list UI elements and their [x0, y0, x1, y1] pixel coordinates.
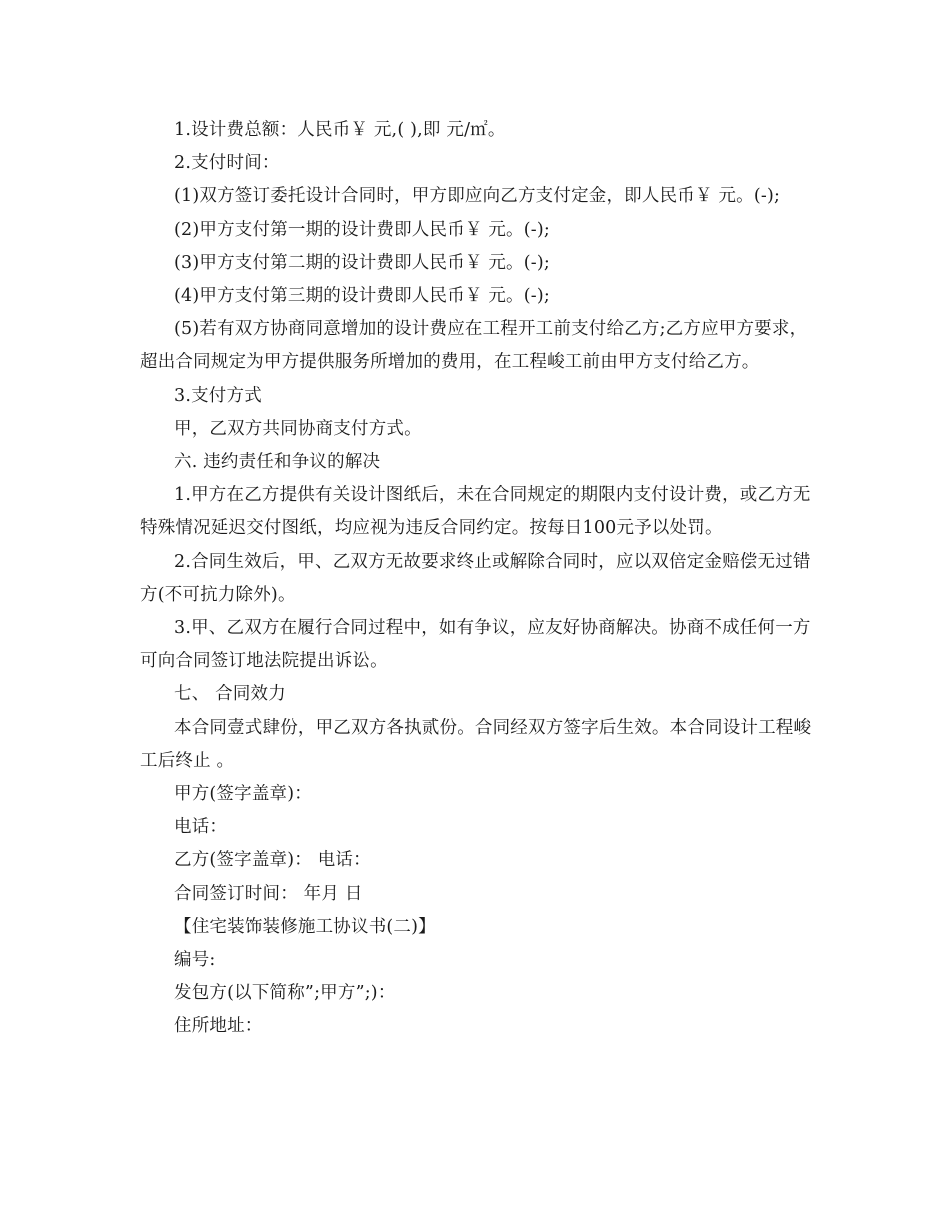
signature-party-a: 甲方(签字盖章)： — [174, 784, 312, 805]
address-field: 住所地址： — [174, 1016, 263, 1037]
paragraph-design-fee-total: 1.设计费总额：人民币￥ 元,( ),即 元/㎡。 — [174, 120, 506, 140]
document-body — [140, 114, 815, 1044]
contractor-party: 发包方(以下简称”;甲方”;)： — [174, 983, 396, 1004]
paragraph-payment-phase-1: (2)甲方支付第一期的设计费即人民币￥ 元。(-); — [174, 219, 551, 240]
paragraph-payment-time: 2.支付时间： — [174, 153, 280, 174]
paragraph-payment-phase-2: (3)甲方支付第二期的设计费即人民币￥ 元。(-); — [174, 252, 551, 273]
paragraph-validity: 本合同壹式肆份，甲乙双方各执贰份。合同经双方签字后生效。本合同设计工程峻工后终止 。 — [140, 717, 812, 771]
section-heading-breach: 六. 违约责任和争议的解决 — [174, 452, 381, 473]
paragraph-breach-2: 2.合同生效后，甲、乙双方无故要求终止或解除合同时，应以双倍定金赔偿无过错方(不可抗力除外)。 — [140, 551, 811, 605]
paragraph-breach-1: 1.甲方在乙方提供有关设计图纸后，未在合同规定的期限内支付设计费，或乙方无特殊情况延迟交付图纸，均应视为违反合同约定。按每日100元予以处罚。 — [140, 485, 811, 539]
signing-date: 合同签订时间： 年月 日 — [174, 883, 363, 904]
paragraph-additional-fee: (5)若有双方协商同意增加的设计费应在工程开工前支付给乙方;乙方应甲方要求，超出合同规定为甲方提供服务所增加的费用，在工程峻工前由甲方支付给乙方。 — [140, 319, 808, 373]
phone-party-a: 电话： — [174, 817, 228, 838]
paragraph-payment-deposit: (1)双方签订委托设计合同时，甲方即应向乙方支付定金，即人民币￥ 元。(-); — [174, 186, 781, 207]
section-heading-validity: 七、 合同效力 — [174, 684, 286, 705]
document-title-second: 【住宅装饰装修施工协议书(二)】 — [174, 916, 436, 937]
document-number: 编号: — [174, 950, 216, 971]
signature-party-b: 乙方(签字盖章)： 电话： — [174, 850, 371, 871]
paragraph-payment-method-heading: 3.支付方式 — [174, 385, 262, 406]
paragraph-payment-method: 甲，乙双方共同协商支付方式。 — [174, 418, 422, 439]
paragraph-breach-3: 3.甲、乙双方在履行合同过程中，如有争议，应友好协商解决。协商不成任何一方可向合同签订地法院提出诉讼。 — [140, 618, 811, 672]
paragraph-payment-phase-3: (4)甲方支付第三期的设计费即人民币￥ 元。(-); — [174, 286, 551, 307]
